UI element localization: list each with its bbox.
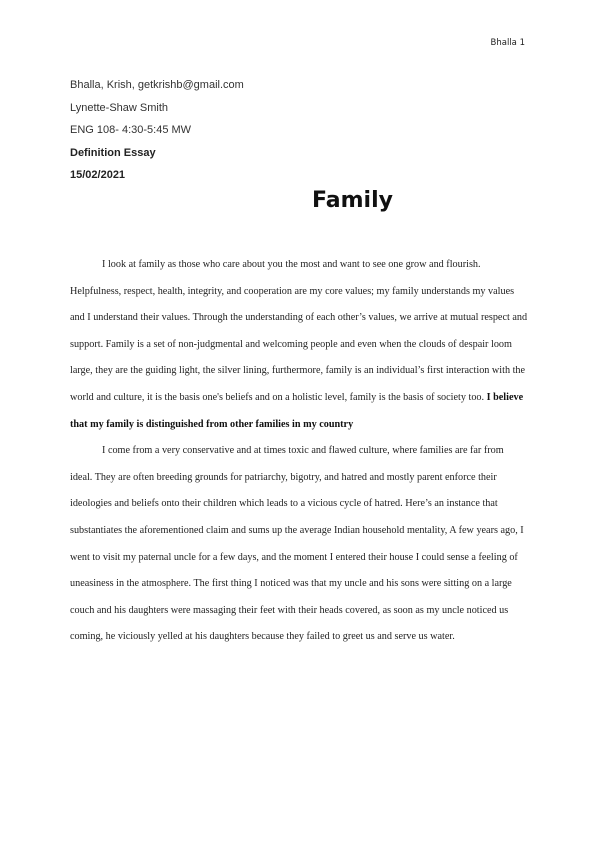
instructor-line: Lynette-Shaw Smith	[70, 101, 169, 114]
assignment-line: Definition Essay	[70, 146, 156, 159]
course-line: ENG 108- 4:30-5:45 MW	[70, 124, 192, 136]
paragraph-2-text: I come from a very conservative and at times toxic and flawed culture, where families are far from ideal. They are often breeding grounds for patriarchy, bigotry, and hatred and mostly parent enforce their ideologies and beliefs onto their children which leads to a vicious cycle of hatred. Here’s an instance that substantiates the aforementioned claim and sums up the average Indian household mentality, A few years ago, I went to visit my paternal uncle for a few days, and the moment I entered their house I could sense a feeling of uneasiness in the atmosphere. The first thing I noticed was that my uncle and his sons were sitting on a large couch and his daughters were massaging their feet with their heads covered, as soon as my uncle noticed us coming, he viciously yelled at his daughters because they failed to greet us and serve us water.	[70, 445, 524, 643]
paragraph-2	[70, 438, 528, 651]
heading-block	[70, 78, 244, 191]
paragraph-1	[70, 252, 528, 438]
author-line: Bhalla, Krish, getkrishb@gmail.com	[70, 79, 244, 91]
essay-title: Family	[312, 188, 393, 213]
essay-body	[70, 252, 528, 651]
date-line: 15/02/2021	[70, 169, 126, 181]
paragraph-1-text: I look at family as those who care about you the most and want to see one grow and flourish. Helpfulness, respect, health, integrity, and cooperation are my core values; my family understands my values and I understand their values. Through the understanding of each other’s values, we arrive at mutual respect and support. Family is a set of non-judgmental and welcoming people and even when the clouds of despair loom large, they are the guiding light, the silver lining, furthermore, family is an individual’s first interaction with the world and culture, it is the basis one's beliefs and on a holistic level, family is the basis of society too.	[70, 259, 528, 403]
thesis-statement: I believe that my family is distinguished from other families in my country	[70, 391, 524, 430]
page-header-label: Bhalla 1	[490, 38, 525, 48]
